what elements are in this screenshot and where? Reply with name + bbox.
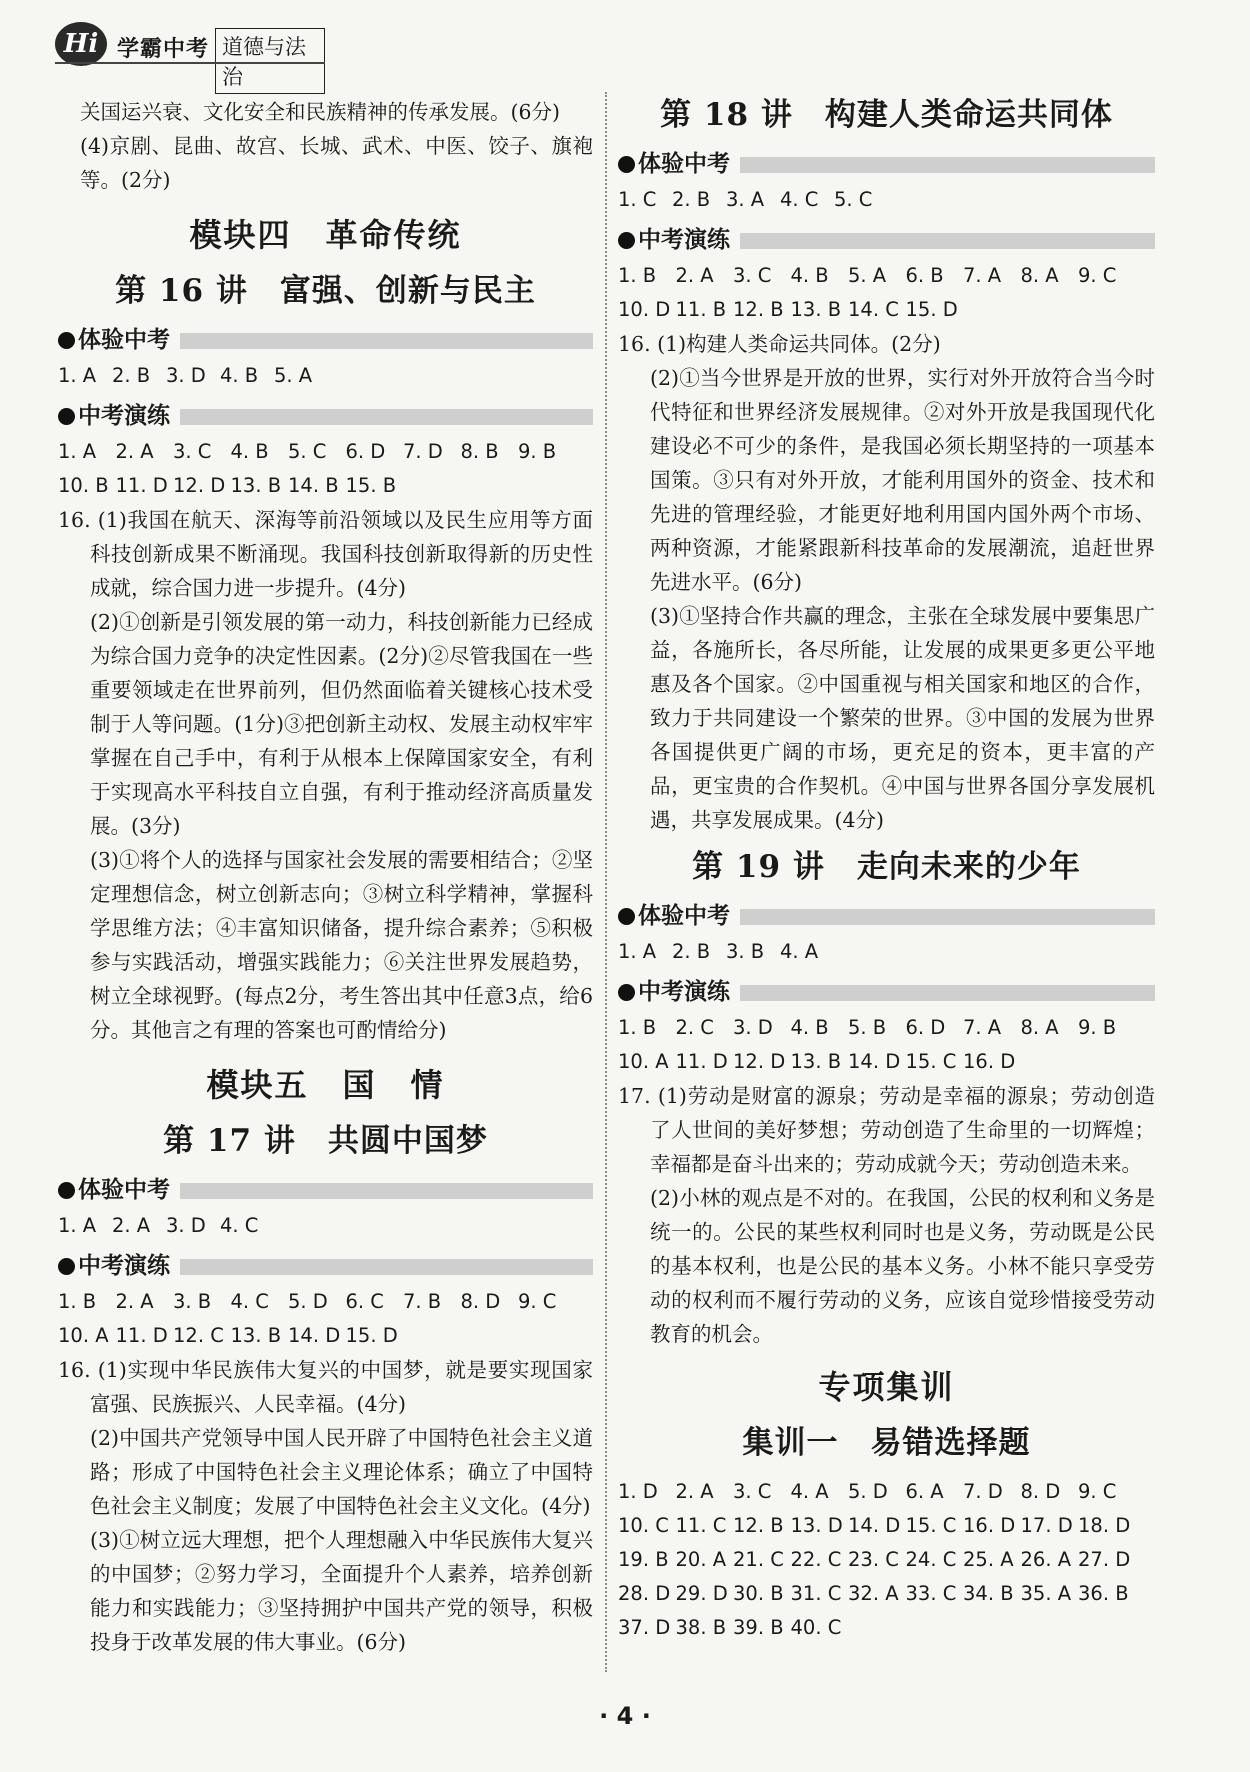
answer-list [618,1475,1155,1645]
answer: 14. B [288,474,339,497]
section-label: 中考演练 [78,403,170,429]
section-header [58,1249,593,1283]
answer: 3. C [733,264,772,287]
answer: 16. D [963,1514,1016,1537]
answer: 1. B [58,1290,97,1313]
answer: 6. B [905,264,944,287]
answer: 24. C [905,1548,957,1571]
answer: 8. B [460,440,499,463]
section-label: 体验中考 [638,903,730,929]
answer: 5. A [848,264,887,287]
answer: 1. B [618,1016,657,1039]
question-text: 17. (1)劳动是财富的源泉；劳动是幸福的源泉；劳动创造了人世间的美好梦想；劳动创造了生命里的一切辉煌；幸福都是奋斗出来的；劳动成就今天；劳动创造未来。 [618,1084,1155,1176]
answer: 4. B [790,1016,829,1039]
answer: 4. A [790,1480,829,1503]
answer: 5. C [834,188,873,211]
question-text: 16. (1)构建人类命运共同体。(2分) [618,332,941,356]
answer: 40. C [790,1616,842,1639]
answer: 6. D [905,1016,946,1039]
module-title: 模块五 国 情 [206,1066,445,1104]
answer: 5. C [288,440,327,463]
answer-list [618,183,1155,217]
section-header [618,223,1155,257]
answer: 16. D [963,1050,1016,1073]
answer: 13. B [790,1050,842,1073]
question-text: (2)①创新是引领发展的第一动力，科技创新能力已经成为综合国力竞争的决定性因素。(2分)②尽管我国在一些重要领域走在世界前列，但仍然面临着关键核心技术受制于人等问题。(1分)③把创新主动权、发展主动权牢牢掌握在自己手中，有利于从根本上保障国家安全，有利于实现高水平科技自立自强，有利于推动经济高质量发展。(3分) [90,610,593,838]
answer-list [618,935,1155,969]
right-column [618,95,1155,1645]
answer: 2. C [675,1016,714,1039]
section-label: 体验中考 [78,327,170,353]
answer: 4. A [780,940,819,963]
answer: 15. C [905,1050,957,1073]
answer-list [58,1209,593,1243]
answer-list [618,1011,1155,1079]
brand-title: 学霸中考 [117,37,210,62]
answer: 4. B [790,264,829,287]
answer-list [618,259,1155,327]
section-bar [740,233,1155,249]
answer-list [58,435,593,503]
answer: 10. C [618,1514,669,1537]
answer: 10. A [618,1050,669,1073]
answer: 14. D [288,1324,341,1347]
answer: 9. C [518,1290,557,1313]
section-bar [740,909,1155,925]
bullet-icon [618,984,635,1001]
column-divider [605,92,607,1672]
answer: 11. B [675,298,727,321]
section-header [58,323,593,357]
logo: Hi [55,22,107,66]
answer: 6. C [345,1290,384,1313]
answer: 9. C [1078,264,1117,287]
answer: 7. D [963,1480,1003,1503]
answer: 32. A [848,1582,899,1605]
answer: 4. B [230,440,269,463]
answer: 34. B [963,1582,1014,1605]
answer: 5. A [274,364,313,387]
lesson-title: 第 18 讲 构建人类命运共同体 [660,97,1113,133]
answer: 28. D [618,1582,671,1605]
bullet-icon [58,332,75,349]
answer: 8. D [460,1290,501,1313]
answer: 5. B [848,1016,887,1039]
bullet-icon [618,908,635,925]
answer: 7. A [963,264,1002,287]
question-text: (2)①当今世界是开放的世界，实行对外开放符合当今时代特征和世界经济发展规律。②对外开放是我国现代化建设必不可少的条件，是我国必须长期坚持的一项基本国策。③只有对外开放，才能利用国外的资金、技术和先进的管理经验，才能更好地利用国内国外两个市场、两种资源，才能紧跟新科技革命的发展潮流，追赶世界先进水平。(6分) [650,366,1155,594]
answer: 3. D [166,1214,206,1237]
answer: 11. C [675,1514,727,1537]
answer: 1. D [618,1480,658,1503]
answer: 17. D [1020,1514,1073,1537]
answer: 9. B [518,440,557,463]
answer: 26. A [1020,1548,1072,1571]
answer: 1. A [618,940,657,963]
answer: 1. A [58,1214,97,1237]
question-text: (2)小林的观点是不对的。在我国，公民的权利和义务是统一的。公民的某些权利同时也是义务，劳动既是公民的基本权利，也是公民的基本义务。小林不能只享受劳动的权利而不履行劳动的义务，应该自觉珍惜接受劳动教育的机会。 [650,1186,1155,1346]
answer: 3. B [173,1290,212,1313]
answer: 2. B [112,364,151,387]
module-title: 模块四 革命传统 [189,216,462,254]
answer: 4. C [230,1290,269,1313]
answer: 3. B [726,940,765,963]
answer: 2. A [112,1214,151,1237]
answer: 9. B [1078,1016,1117,1039]
answer: 12. D [733,1050,786,1073]
answer: 6. D [345,440,386,463]
answer-list [58,1285,593,1353]
answer: 35. A [1020,1582,1072,1605]
section-header [618,899,1155,933]
answer: 19. B [618,1548,669,1571]
answer: 12. D [173,474,226,497]
answer: 36. B [1078,1582,1129,1605]
section-bar [180,333,593,349]
answer: 2. A [675,1480,714,1503]
answer: 29. D [675,1582,728,1605]
answer: 3. D [733,1016,773,1039]
answer: 7. D [403,440,443,463]
answer: 12. B [733,1514,784,1537]
continuation-line: 关国运兴衰、文化安全和民族精神的传承发展。(6分) [80,100,561,124]
answer: 18. D [1078,1514,1131,1537]
answer: 38. B [675,1616,727,1639]
answer: 1. A [58,440,97,463]
section-header [58,399,593,433]
answer: 15. C [905,1514,957,1537]
answer: 2. A [675,264,714,287]
answer: 5. D [288,1290,328,1313]
answer: 2. A [115,1290,154,1313]
answer: 4. C [780,188,819,211]
answer: 15. B [345,474,397,497]
question-text: (3)①将个人的选择与国家社会发展的需要相结合；②坚定理想信念，树立创新志向；③树立科学精神，掌握科学思维方法；④丰富知识储备，提升综合素养；⑤积极参与实践活动，增强实践能力；⑥关注世界发展趋势，树立全球视野。(每点2分，考生答出其中任意3点，给6分。其他言之有理的答案也可酌情给分) [90,848,593,1042]
section-bar [180,1183,593,1199]
answer-list [58,359,593,393]
answer: 3. C [733,1480,772,1503]
answer: 37. D [618,1616,671,1639]
section-header [58,1173,593,1207]
answer: 14. C [848,298,899,321]
answer: 14. D [848,1514,901,1537]
answer: 1. A [58,364,97,387]
answer: 7. A [963,1016,1002,1039]
answer: 20. A [675,1548,727,1571]
question-text: (3)①树立远大理想，把个人理想融入中华民族伟大复兴的中国梦；②努力学习，全面提升个人素养，培养创新能力和实践能力；③坚持拥护中国共产党的领导，积极投身于改革发展的伟大事业。(6分) [90,1528,593,1654]
answer: 13. B [790,298,842,321]
answer: 15. D [345,1324,398,1347]
answer: 8. A [1020,1016,1059,1039]
question-text: 16. (1)实现中华民族伟大复兴的中国梦，就是要实现国家富强、民族振兴、人民幸福。(4分) [58,1358,593,1416]
answer: 22. C [790,1548,842,1571]
answer: 13. B [230,474,282,497]
answer: 14. D [848,1050,901,1073]
section-label: 中考演练 [78,1253,170,1279]
answer: 7. B [403,1290,442,1313]
question-text: (2)中国共产党领导中国人民开辟了中国特色社会主义道路；形成了中国特色社会主义理论体系；确立了中国特色社会主义制度；发展了中国特色社会主义文化。(4分) [90,1426,593,1518]
answer: 11. D [115,474,168,497]
answer: 10. D [618,298,671,321]
page-number: · 4 · [599,1702,651,1730]
answer: 21. C [733,1548,784,1571]
answer: 30. B [733,1582,784,1605]
continuation-line: (4)京剧、昆曲、故宫、长城、武术、中医、饺子、旗袍等。(2分) [80,134,593,192]
special-title: 专项集训 [818,1368,955,1406]
bullet-icon [58,1258,75,1275]
section-bar [180,409,593,425]
section-label: 体验中考 [78,1177,170,1203]
section-bar [180,1259,593,1275]
answer: 6. A [905,1480,944,1503]
answer: 8. A [1020,264,1059,287]
question-text: 16. (1)我国在航天、深海等前沿领域以及民生应用等方面科技创新成果不断涌现。我国科技创新取得新的历史性成就，综合国力进一步提升。(4分) [58,508,593,600]
answer: 4. C [220,1214,259,1237]
answer: 15. D [905,298,958,321]
answer: 39. B [733,1616,784,1639]
answer: 9. C [1078,1480,1117,1503]
bullet-icon [58,408,75,425]
answer: 2. A [115,440,154,463]
answer: 2. B [672,188,711,211]
answer: 12. C [173,1324,224,1347]
answer: 3. C [173,440,212,463]
header-rule [55,62,325,64]
answer: 33. C [905,1582,957,1605]
bullet-icon [618,232,635,249]
lesson-title: 第 19 讲 走向未来的少年 [692,849,1081,885]
section-label: 体验中考 [638,151,730,177]
question-text: (3)①坚持合作共赢的理念，主张在全球发展中要集思广益，各施所长，各尽所能，让发展的成果更多更公平地惠及各个国家。②中国重视与相关国家和地区的合作，致力于共同建设一个繁荣的世界。③中国的发展为世界各国提供更广阔的市场，更充足的资本，更丰富的产品，更宝贵的合作契机。④中国与世界各国分享发展机遇，共享发展成果。(4分) [650,604,1155,832]
lesson-title: 第 16 讲 富强、创新与民主 [115,273,536,309]
answer: 13. B [230,1324,282,1347]
special-subtitle: 集训一 易错选择题 [742,1425,1031,1461]
lesson-title: 第 17 讲 共圆中国梦 [163,1123,488,1159]
left-column [58,95,593,1659]
section-bar [740,985,1155,1001]
answer: 10. A [58,1324,109,1347]
subject-badge: 道德与法治 [215,28,325,94]
answer: 12. B [733,298,784,321]
answer: 11. D [675,1050,728,1073]
bullet-icon [58,1182,75,1199]
answer: 1. C [618,188,657,211]
answer: 27. D [1078,1548,1131,1571]
answer: 4. B [220,364,259,387]
section-label: 中考演练 [638,979,730,1005]
section-bar [740,157,1155,173]
answer: 25. A [963,1548,1014,1571]
section-header [618,975,1155,1009]
bullet-icon [618,156,635,173]
answer: 31. C [790,1582,842,1605]
answer: 13. D [790,1514,843,1537]
section-label: 中考演练 [638,227,730,253]
answer: 10. B [58,474,109,497]
answer: 11. D [115,1324,168,1347]
answer: 5. D [848,1480,888,1503]
answer: 1. B [618,264,657,287]
answer: 3. D [166,364,206,387]
section-header [618,147,1155,181]
answer: 23. C [848,1548,899,1571]
answer: 3. A [726,188,765,211]
answer: 8. D [1020,1480,1061,1503]
answer: 2. B [672,940,711,963]
